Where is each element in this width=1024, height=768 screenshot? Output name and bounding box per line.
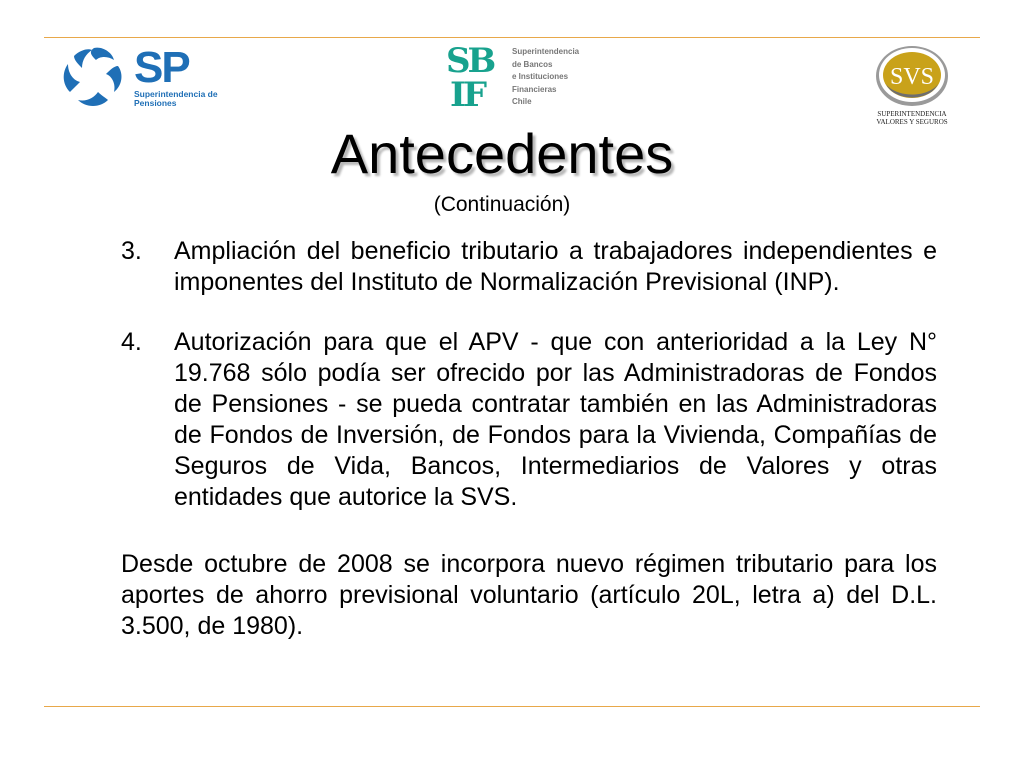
bottom-divider xyxy=(44,706,980,707)
svs-name-line1: SUPERINTENDENCIA xyxy=(877,110,947,118)
svs-emblem-icon xyxy=(872,44,952,110)
slide-body xyxy=(121,236,937,642)
list-item xyxy=(121,327,937,513)
svs-logo-letters: SVS xyxy=(889,64,935,90)
sbif-text-line: Superintendencia xyxy=(512,47,580,56)
sp-logo xyxy=(58,44,228,110)
sp-hands-icon xyxy=(58,44,130,110)
list-item-number: 3. xyxy=(121,237,142,265)
list-item xyxy=(121,236,937,298)
sbif-text-line: Financieras xyxy=(512,84,557,94)
list-item-text: Ampliación del beneficio tributario a trabajadores independientes e imponentes del Instituto de Normalización Previsional (INP). xyxy=(174,237,937,296)
sbif-logo-text xyxy=(512,46,592,109)
list-item-text: Autorización para que el APV - que con anterioridad a la Ley N° 19.768 sólo podía ser ofrecido por las Administradoras de Fondos de Pensiones - se pueda contratar también en las Administradoras de Fondos de Inversión, de Fondos para la Vivienda, Compañías de Seguros de Vida, Bancos, Intermediarios de Valores y otras entidades que autorice la SVS. xyxy=(174,328,937,511)
sp-logo-subtitle: Superintendencia de Pensiones xyxy=(134,89,218,108)
sbif-text-line: e Instituciones xyxy=(512,72,569,81)
sbif-mark-line1: SB xyxy=(446,41,494,81)
sp-logo-letters: SP xyxy=(134,43,189,92)
svs-name-line2: VALORES Y SEGUROS xyxy=(876,118,948,126)
top-divider xyxy=(44,37,980,38)
sbif-text-line: Chile xyxy=(512,97,532,106)
sbif-logo xyxy=(446,41,586,118)
sbif-mark-line2: IF xyxy=(450,75,485,115)
list-item-number: 4. xyxy=(121,328,142,356)
sbif-text-line: de Bancos xyxy=(512,59,553,69)
closing-paragraph: Desde octubre de 2008 se incorpora nuevo régimen tributario para los aportes de ahorro previsional voluntario (artículo 20L, letra a) del D.L. 3.500, de 1980). xyxy=(121,550,937,640)
slide-subtitle: (Continuación) xyxy=(433,193,571,216)
svs-logo xyxy=(872,44,952,130)
slide-title: Antecedentes xyxy=(330,122,674,185)
sbif-logo-mark xyxy=(446,41,510,115)
